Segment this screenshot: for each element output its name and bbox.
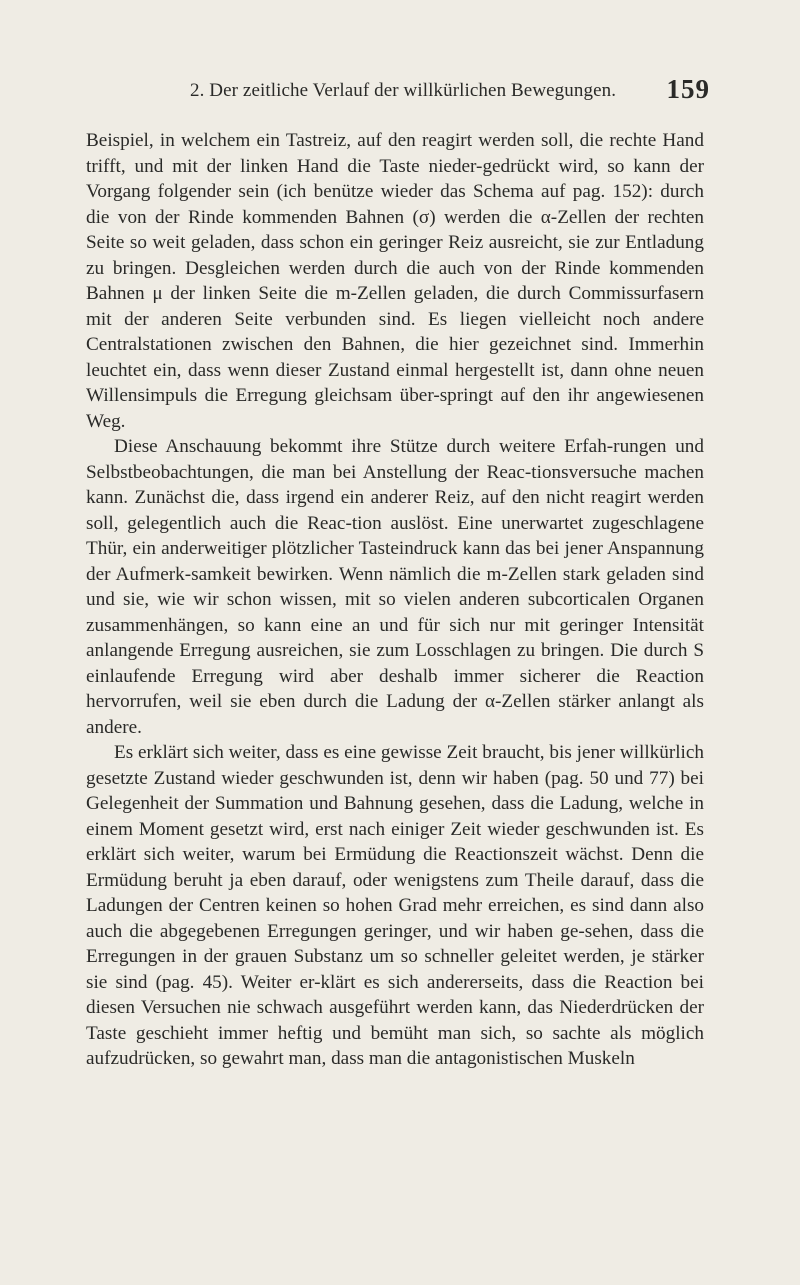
running-header-title: 2. Der zeitliche Verlauf der willkürlichen Bewegungen.: [190, 80, 617, 101]
page-number: 159: [666, 74, 710, 104]
paragraph-2: Diese Anschauung bekommt ihre Stütze durch weitere Erfah-rungen und Selbstbeobachtungen, die man bei Anstellung der Reac-tionsversuche machen kann. Zunächst die, dass irgend ein anderer Reiz, auf den nicht reagirt werden soll, gelegentlich auch die Reac-tion auslöst. Eine unerwartet zugeschlagene Thür, ein anderweitiger plötzlicher Tasteindruck kann das bei jener Anspannung der Aufmerk-samkeit bewirken. Wenn nämlich die m-Zellen stark geladen sind und sie, wie wir schon wissen, mit so vielen anderen subcorticalen Organen zusammenhängen, so kann eine an und für sich nur mit geringer Intensität anlangende Erregung ausreichen, sie zum Losschlagen zu bringen. Die durch S einlaufende Erregung wird aber deshalb immer sicherer die Reaction hervorrufen, weil sie eben durch die Ladung der α-Zellen stärker anlangt als andere.: [86, 436, 704, 738]
paragraph-3: Es erklärt sich weiter, dass es eine gewisse Zeit braucht, bis jener willkürlich gesetzte Zustand wieder geschwunden ist, denn wir haben (pag. 50 und 77) bei Gelegenheit der Summation und Bahnung gesehen, dass die Ladung, welche in einem Moment gesetzt wird, erst nach einiger Zeit wieder geschwunden ist. Es erklärt sich weiter, warum bei Ermüdung die Reactionszeit wächst. Denn die Ermüdung beruht ja eben darauf, oder wenigstens zum Theile darauf, dass die Ladungen der Centren keinen so hohen Grad mehr erreichen, es sind dann also auch die abgegebenen Erregungen geringer, und wir haben ge-sehen, dass die Erregungen in der grauen Substanz um so schneller geleitet werden, je stärker sie sind (pag. 45). Weiter er-klärt es sich andererseits, dass die Reaction bei diesen Versuchen nie schwach ausgeführt werden kann, das Niederdrücken der Taste geschieht immer heftig und bemüht man sich, so sachte als möglich aufzudrücken, so gewahrt man, dass man die antagonistischen Muskeln: [86, 742, 704, 1069]
running-header: [190, 74, 710, 104]
body-text: [86, 128, 704, 1072]
paragraph-1: Beispiel, in welchem ein Tastreiz, auf den reagirt werden soll, die rechte Hand trifft, und mit der linken Hand die Taste nieder-gedrückt wird, so kann der Vorgang folgender sein (ich benütze wieder das Schema auf pag. 152): durch die von der Rinde kommenden Bahnen (σ) werden die α-Zellen der rechten Seite so weit geladen, dass schon ein geringer Reiz ausreicht, sie zur Entladung zu bringen. Desgleichen werden durch die auch von der Rinde kommenden Bahnen μ der linken Seite die m-Zellen geladen, die durch Commissurfasern mit der anderen Seite verbunden sind. Es liegen vielleicht noch andere Centralstationen zwischen den Bahnen, die hier gezeichnet sind. Immerhin leuchtet ein, dass wenn dieser Zustand einmal hergestellt ist, dann ohne neuen Willensimpuls die Erregung gleichsam über-springt auf den ihr angewiesenen Weg.: [86, 130, 704, 432]
